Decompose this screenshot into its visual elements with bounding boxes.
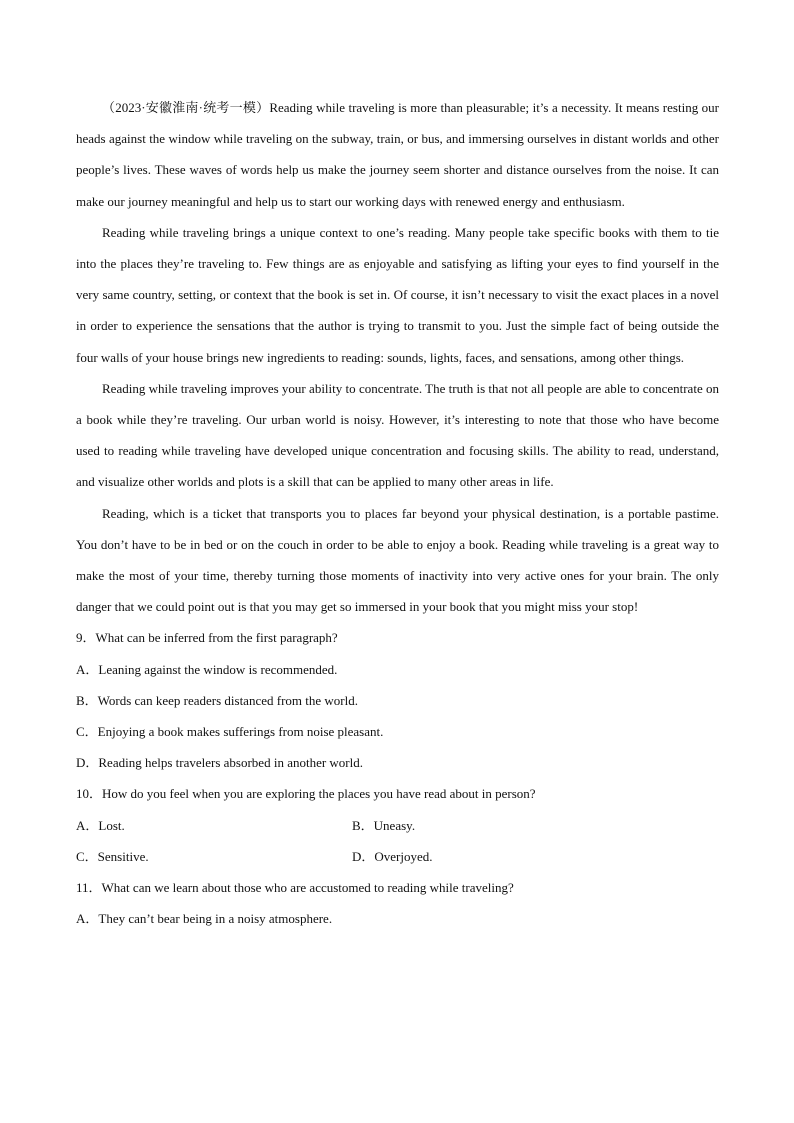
passage-paragraph-2: Reading while traveling brings a unique context to one’s reading. Many people take specific books with them to tie into the places they’re traveling to. Few things are as enjoyable and satisfying as lifting your eyes to find yourself in the very same country, setting, or context that the book is set in. Of course, it isn’t necessary to visit the exact places in a novel in order to experience the sensations that the author is trying to transmit to you. Just the simple fact of being outside the four walls of your house brings new ingredients to reading: sounds, lights, faces, and sensations, among other things. (76, 224, 719, 365)
question-stem: 11．What can we learn about those who are accustomed to reading while traveling? (76, 880, 514, 896)
option-a: A．They can’t bear being in a noisy atmosphere. (76, 911, 333, 927)
document-page (76, 92, 719, 934)
option-b: B．Uneasy. (352, 817, 416, 833)
option-c: C．Enjoying a book makes sufferings from noise pleasant. (76, 724, 384, 740)
option-a: A．Lost. (76, 817, 125, 833)
question-9 (76, 622, 719, 778)
option-d: D．Overjoyed. (352, 848, 433, 864)
option-row (76, 841, 719, 872)
passage-source: （2023·安徽淮南·统考一模） (102, 100, 270, 115)
option-b: B．Words can keep readers distanced from the world. (76, 692, 358, 708)
question-stem: 10．How do you feel when you are exploring the places you have read about in person? (76, 786, 536, 802)
passage-paragraph-1-text: Reading while traveling is more than pleasurable; it’s a necessity. It means resting our heads against the window while traveling on the subway, train, or bus, and immersing ourselves in distant worlds and other people’s lives. These waves of words help us make the journey seem shorter and distance ourselves from the noise. It can make our journey meaningful and help us to start our working days with renewed energy and enthusiasm. (76, 100, 719, 209)
question-stem: 9．What can be inferred from the first paragraph? (76, 630, 338, 646)
option-d: D．Reading helps travelers absorbed in another world. (76, 755, 364, 771)
option-a: A．Leaning against the window is recommended. (76, 661, 338, 677)
question-11 (76, 872, 719, 934)
passage-paragraph-4: Reading, which is a ticket that transports you to places far beyond your physical destination, is a portable pastime. You don’t have to be in bed or on the couch in order to be able to enjoy a book. Reading while traveling is a great way to make the most of your time, thereby turning those moments of inactivity into very active ones for your brain. The only danger that we could point out is that you may get so immersed in your book that you might miss your stop! (76, 505, 719, 615)
passage-paragraph-1 (76, 92, 719, 217)
option-c: C．Sensitive. (76, 848, 149, 864)
passage-paragraph-3: Reading while traveling improves your ability to concentrate. The truth is that not all people are able to concentrate on a book while they’re traveling. Our urban world is noisy. However, it’s interesting to note that those who have become used to reading while traveling have developed unique concentration and focusing skills. The ability to read, understand, and visualize other worlds and plots is a skill that can be applied to many other areas in life. (76, 380, 719, 490)
question-10 (76, 778, 719, 872)
option-row (76, 810, 719, 841)
